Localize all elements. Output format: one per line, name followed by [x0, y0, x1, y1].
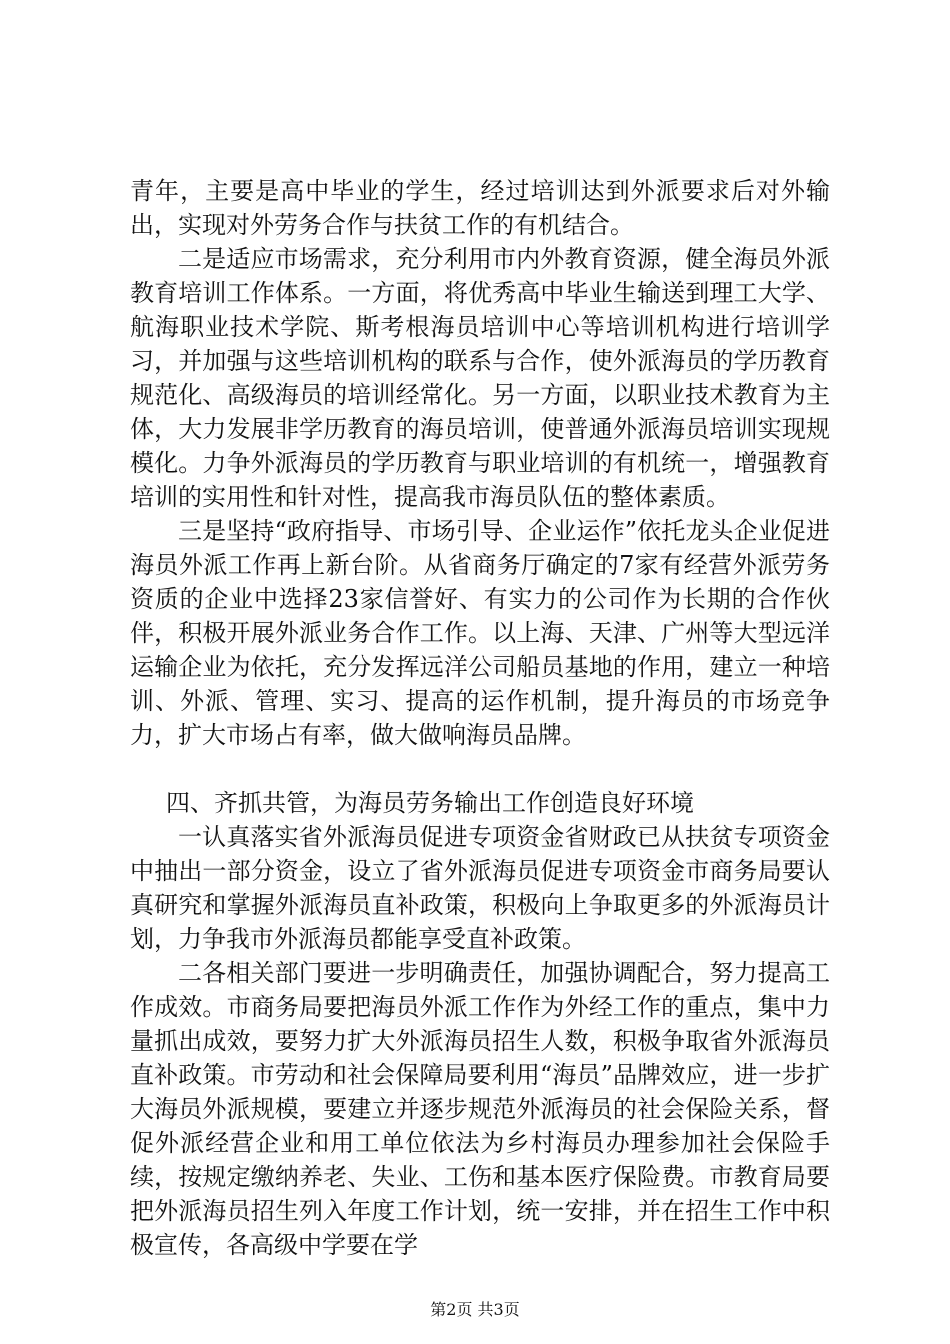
section-heading: 四、齐抓共管，为海员劳务输出工作创造良好环境 — [166, 789, 694, 817]
paragraph-point-two: 二是适应市场需求，充分利用市内外教育资源，健全海员外派教育培训工作体系。一方面，将优秀高中毕业生输送到理工大学、航海职业技术学院、斯考根海员培训中心等培训机构进行培训学习，并加强与这些培训机构的联系与合作，使外派海员的学历教育规范化、高级海员的培训经常化。另一方面，以职业技术教育为主体，大力发展非学历教育的海员培训，使普通外派海员培训实现规模化。力争外派海员的学历教育与职业培训的有机统一，增强教育培训的实用性和针对性，提高我市海员队伍的整体素质。 — [130, 245, 830, 511]
document-body — [130, 174, 830, 1262]
paragraph-section-item-one: 一认真落实省外派海员促进专项资金省财政已从扶贫专项资金中抽出一部分资金，设立了省外派海员促进专项资金市商务局要认真研究和掌握外派海员直补政策，积极向上争取更多的外派海员计划，力争我市外派海员都能享受直补政策。 — [130, 823, 830, 953]
page-number-footer: 第2页 共3页 — [430, 1300, 520, 1319]
paragraph-section-item-two: 二各相关部门要进一步明确责任，加强协调配合，努力提高工作成效。市商务局要把海员外派工作作为外经工作的重点，集中力量抓出成效，要努力扩大外派海员招生人数，积极争取省外派海员直补政策。市劳动和社会保障局要利用“海员”品牌效应，进一步扩大海员外派规模，要建立并逐步规范外派海员的社会保险关系，督促外派经营企业和用工单位依法为乡村海员办理参加社会保险手续，按规定缴纳养老、失业、工伤和基本医疗保险费。市教育局要把外派海员招生列入年度工作计划，统一安排，并在招生工作中积极宣传，各高级中学要在学 — [130, 959, 830, 1259]
paragraph-continuation: 青年，主要是高中毕业的学生，经过培训达到外派要求后对外输出，实现对外劳务合作与扶贫工作的有机结合。 — [130, 177, 830, 239]
paragraph-point-three: 三是坚持“政府指导、市场引导、企业运作”依托龙头企业促进海员外派工作再上新台阶。从省商务厅确定的7家有经营外派劳务资质的企业中选择23家信誉好、有实力的公司作为长期的合作伙伴，积极开展外派业务合作工作。以上海、天津、广州等大型远洋运输企业为依托，充分发挥远洋公司船员基地的作用，建立一种培训、外派、管理、实习、提高的运作机制，提升海员的市场竞争力，扩大市场占有率，做大做响海员品牌。 — [130, 517, 830, 749]
